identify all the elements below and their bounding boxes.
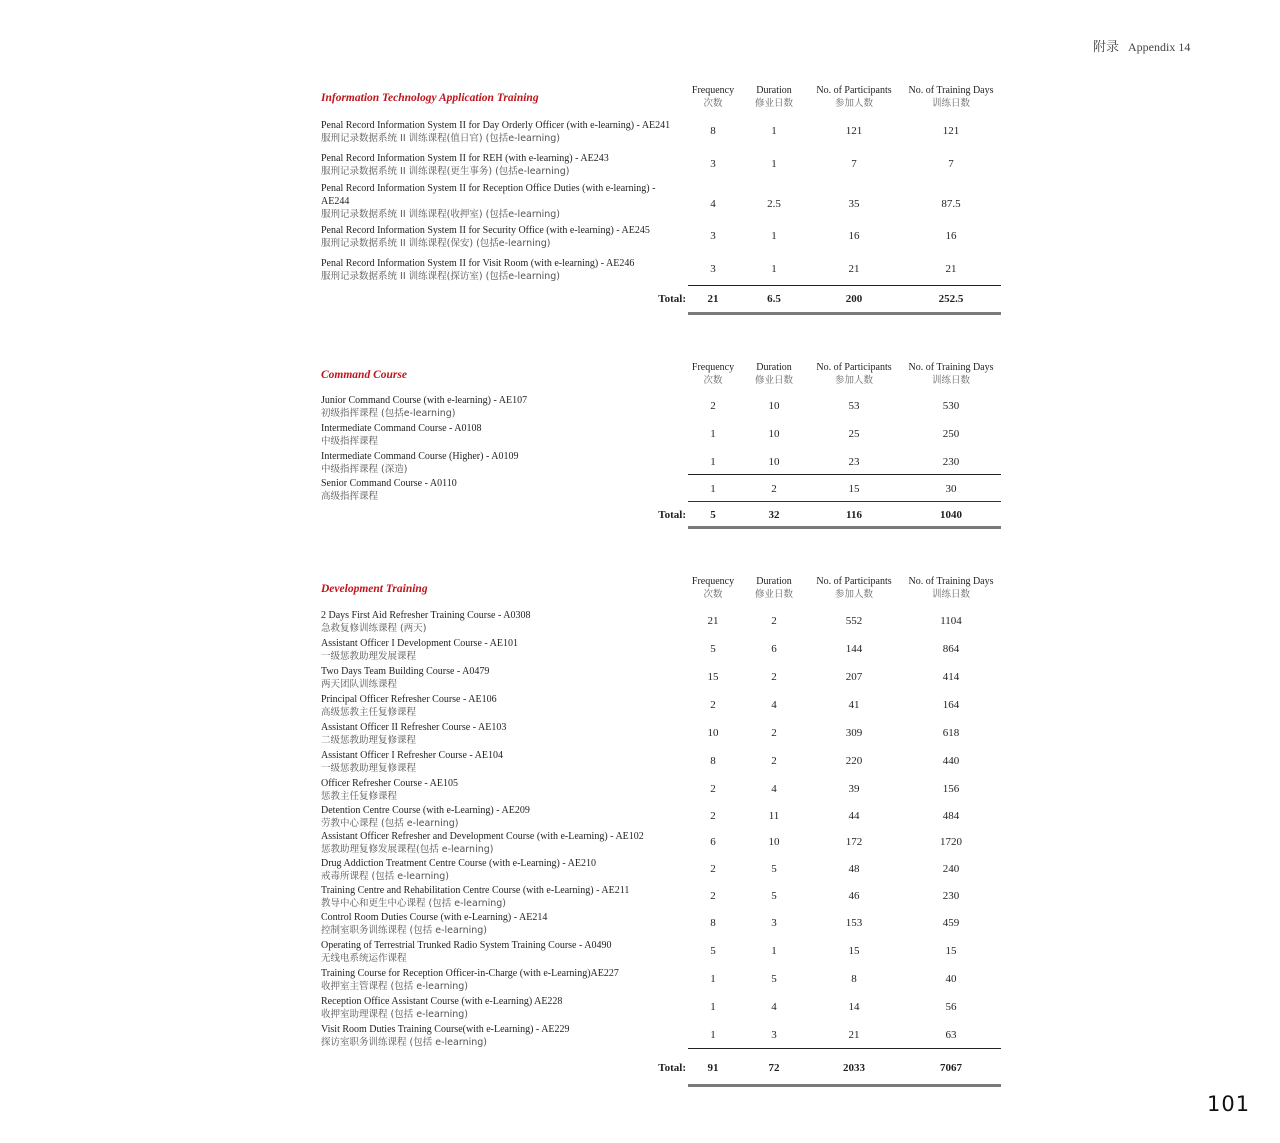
total-top-rule xyxy=(688,474,1001,475)
cell-frequency: 2 xyxy=(710,699,716,711)
course-name-cn: 收押室主管课程 (包括 e-learning) xyxy=(321,981,468,992)
course-name xyxy=(321,777,681,803)
column-header-participants xyxy=(809,84,899,110)
column-header-frequency xyxy=(688,575,738,601)
column-header-cn: 次数 xyxy=(703,375,723,386)
course-name-en: Assistant Officer II Refresher Course - AE103 xyxy=(321,722,507,733)
section-command-course xyxy=(321,361,1001,536)
course-name-en: Visit Room Duties Training Course(with e-Learning) - AE229 xyxy=(321,1024,570,1035)
cell-duration: 10 xyxy=(768,456,780,468)
total-top-rule xyxy=(688,1048,1001,1049)
cell-duration: 2 xyxy=(771,483,777,495)
course-name-cn: 控制室职务训练课程 (包括 e-learning) xyxy=(321,925,487,936)
cell-participants: 15 xyxy=(848,483,860,495)
cell-duration: 5 xyxy=(771,973,777,985)
cell-frequency: 1 xyxy=(710,1029,716,1041)
course-name-cn: 两天团队训练课程 xyxy=(321,679,398,690)
course-name xyxy=(321,257,681,283)
cell-days: 1720 xyxy=(940,836,962,848)
cell-days: 1104 xyxy=(940,615,962,627)
cell-participants: 14 xyxy=(848,1001,860,1013)
total-top-rule xyxy=(688,285,1001,286)
course-name-cn: 高级惩教主任复修课程 xyxy=(321,707,417,718)
course-name-cn: 中级指挥课程 (深造) xyxy=(321,464,408,475)
course-name-cn: 收押室助理课程 (包括 e-learning) xyxy=(321,1009,468,1020)
cell-frequency: 2 xyxy=(710,863,716,875)
cell-duration: 4 xyxy=(771,1001,777,1013)
cell-duration: 1 xyxy=(771,263,777,275)
cell-days: 156 xyxy=(942,783,960,795)
column-header-cn: 参加人数 xyxy=(834,98,873,109)
cell-duration: 10 xyxy=(768,400,780,412)
cell-days: 250 xyxy=(942,428,960,440)
page-number: 101 xyxy=(1207,1092,1251,1116)
course-name xyxy=(321,665,681,691)
course-name xyxy=(321,967,681,993)
course-name xyxy=(321,721,681,747)
course-name-cn: 一级惩教助理复修课程 xyxy=(321,763,417,774)
total-duration: 32 xyxy=(768,509,780,521)
course-name-en: Penal Record Information System II for Reception Office Duties (with e-learning) - xyxy=(321,183,656,194)
cell-frequency: 2 xyxy=(710,783,716,795)
cell-frequency: 10 xyxy=(707,727,719,739)
header-appendix-en: Appendix 14 xyxy=(1128,40,1191,54)
cell-participants: 44 xyxy=(848,810,860,822)
course-name-en: Penal Record Information System II for Day Orderly Officer (with e-learning) - AE241 xyxy=(321,120,671,131)
column-header-en: Frequency xyxy=(691,362,735,373)
cell-participants: 552 xyxy=(845,615,863,627)
cell-frequency: 1 xyxy=(710,456,716,468)
column-header-en: No. of Participants xyxy=(816,576,892,587)
column-header-frequency xyxy=(688,84,738,110)
course-name-cn: 服刑记录数据系统 II 训练课程(更生事务) (包括e-learning) xyxy=(321,166,570,177)
cell-frequency: 5 xyxy=(710,643,716,655)
cell-duration: 1 xyxy=(771,230,777,242)
cell-duration: 2 xyxy=(771,671,777,683)
cell-duration: 2 xyxy=(771,755,777,767)
column-header-cn: 修业日数 xyxy=(754,98,793,109)
column-header-days xyxy=(901,575,1001,601)
cell-participants: 23 xyxy=(848,456,860,468)
header-appendix-cn: 附录 xyxy=(1093,40,1120,55)
course-name-cn: 服刑记录数据系统 II 训练课程(值日官) (包括e-learning) xyxy=(321,133,561,144)
cell-days: 240 xyxy=(942,863,960,875)
column-header-days xyxy=(901,361,1001,387)
column-header-en: No. of Training Days xyxy=(908,85,994,96)
cell-duration: 2 xyxy=(771,727,777,739)
column-header-duration xyxy=(749,575,799,601)
course-name-en: Officer Refresher Course - AE105 xyxy=(321,778,458,789)
cell-days: 230 xyxy=(942,890,960,902)
course-name xyxy=(321,119,681,145)
cell-days: 530 xyxy=(942,400,960,412)
course-name xyxy=(321,152,681,178)
total-label: Total: xyxy=(658,293,686,305)
total-mid-rule xyxy=(688,501,1001,502)
cell-frequency: 1 xyxy=(710,973,716,985)
course-name xyxy=(321,804,681,830)
column-header-en: No. of Training Days xyxy=(908,576,994,587)
course-name-en: Assistant Officer Refresher and Development Course (with e-Learning) - AE102 xyxy=(321,831,644,842)
cell-participants: 153 xyxy=(845,917,863,929)
course-name-en-cont: AE244 xyxy=(321,196,350,207)
cell-participants: 53 xyxy=(848,400,860,412)
cell-participants: 121 xyxy=(845,125,863,137)
course-name-cn: 二级惩教助理复修课程 xyxy=(321,735,417,746)
course-name-cn: 初级指挥课程 (包括e-learning) xyxy=(321,408,456,419)
column-header-participants xyxy=(809,361,899,387)
cell-frequency: 8 xyxy=(710,755,716,767)
total-participants: 200 xyxy=(845,293,863,305)
course-name-cn: 服刑记录数据系统 II 训练课程(探访室) (包括e-learning) xyxy=(321,271,561,282)
course-name-cn: 高级指挥课程 xyxy=(321,491,379,502)
cell-days: 440 xyxy=(942,755,960,767)
cell-duration: 5 xyxy=(771,863,777,875)
column-header-duration xyxy=(749,361,799,387)
cell-frequency: 3 xyxy=(710,230,716,242)
course-name-en: Control Room Duties Course (with e-Learning) - AE214 xyxy=(321,912,548,923)
course-name xyxy=(321,182,681,221)
total-frequency: 5 xyxy=(710,509,716,521)
column-header-frequency xyxy=(688,361,738,387)
course-name-en: Reception Office Assistant Course (with e-Learning) AE228 xyxy=(321,996,563,1007)
cell-participants: 7 xyxy=(851,158,857,170)
cell-days: 459 xyxy=(942,917,960,929)
course-name-en: Training Centre and Rehabilitation Centre Course (with e-Learning) - AE211 xyxy=(321,885,630,896)
total-days: 252.5 xyxy=(938,293,964,305)
cell-days: 864 xyxy=(942,643,960,655)
column-header-cn: 修业日数 xyxy=(754,589,793,600)
course-name xyxy=(321,422,681,448)
column-header-en: Duration xyxy=(756,85,792,96)
cell-frequency: 2 xyxy=(710,890,716,902)
column-header-en: No. of Participants xyxy=(816,85,892,96)
cell-duration: 6 xyxy=(771,643,777,655)
total-participants: 116 xyxy=(846,509,862,521)
column-header-en: No. of Participants xyxy=(816,362,892,373)
cell-participants: 172 xyxy=(845,836,863,848)
section-title: Command Course xyxy=(321,369,407,381)
total-duration: 72 xyxy=(768,1062,780,1074)
column-header-cn: 训练日数 xyxy=(931,98,970,109)
course-name-cn: 服刑记录数据系统 II 训练课程(保安) (包括e-learning) xyxy=(321,238,551,249)
column-header-en: Frequency xyxy=(691,576,735,587)
cell-frequency: 1 xyxy=(710,1001,716,1013)
course-name-en: Drug Addiction Treatment Centre Course (with e-Learning) - AE210 xyxy=(321,858,596,869)
course-name xyxy=(321,637,681,663)
course-name xyxy=(321,224,681,250)
cell-participants: 25 xyxy=(848,428,860,440)
cell-participants: 39 xyxy=(848,783,860,795)
cell-days: 30 xyxy=(945,483,957,495)
section-it-application-training xyxy=(321,84,1001,319)
cell-frequency: 3 xyxy=(710,158,716,170)
cell-frequency: 1 xyxy=(710,483,716,495)
cell-days: 230 xyxy=(942,456,960,468)
section-title: Development Training xyxy=(321,583,428,595)
column-header-cn: 修业日数 xyxy=(754,375,793,386)
cell-days: 121 xyxy=(942,125,960,137)
total-duration: 6.5 xyxy=(767,293,781,305)
cell-frequency: 1 xyxy=(710,428,716,440)
cell-days: 164 xyxy=(942,699,960,711)
cell-days: 40 xyxy=(945,973,957,985)
cell-participants: 21 xyxy=(848,1029,860,1041)
cell-days: 15 xyxy=(945,945,957,957)
cell-frequency: 6 xyxy=(710,836,716,848)
column-header-en: Frequency xyxy=(691,85,735,96)
course-name-en: Penal Record Information System II for Visit Room (with e-learning) - AE246 xyxy=(321,258,635,269)
total-days: 7067 xyxy=(940,1062,962,1074)
cell-participants: 144 xyxy=(845,643,863,655)
column-header-days xyxy=(901,84,1001,110)
cell-participants: 41 xyxy=(848,699,860,711)
cell-days: 484 xyxy=(942,810,960,822)
cell-duration: 10 xyxy=(768,836,780,848)
cell-duration: 2.5 xyxy=(767,198,781,210)
course-name xyxy=(321,693,681,719)
cell-participants: 8 xyxy=(851,973,857,985)
total-bottom-rule xyxy=(688,312,1001,315)
section-title: Information Technology Application Training xyxy=(321,92,539,104)
total-frequency: 91 xyxy=(707,1062,719,1074)
cell-duration: 2 xyxy=(771,615,777,627)
course-name-en: Senior Command Course - A0110 xyxy=(321,478,457,489)
cell-frequency: 15 xyxy=(707,671,719,683)
cell-participants: 309 xyxy=(845,727,863,739)
cell-days: 63 xyxy=(945,1029,957,1041)
cell-participants: 35 xyxy=(848,198,860,210)
column-header-en: Duration xyxy=(756,576,792,587)
course-name-en: Assistant Officer I Development Course - AE101 xyxy=(321,638,518,649)
cell-days: 87.5 xyxy=(941,198,961,210)
total-bottom-rule xyxy=(688,526,1001,529)
cell-days: 414 xyxy=(942,671,960,683)
cell-duration: 4 xyxy=(771,783,777,795)
course-name xyxy=(321,939,681,965)
column-header-cn: 次数 xyxy=(703,589,723,600)
course-name xyxy=(321,450,681,476)
course-name xyxy=(321,884,681,910)
column-header-cn: 次数 xyxy=(703,98,723,109)
course-name xyxy=(321,857,681,883)
course-name-en: Penal Record Information System II for REH (with e-learning) - AE243 xyxy=(321,153,609,164)
course-name xyxy=(321,394,681,420)
cell-duration: 5 xyxy=(771,890,777,902)
total-label: Total: xyxy=(658,509,686,521)
page-header xyxy=(1093,36,1190,55)
cell-days: 7 xyxy=(948,158,954,170)
course-name-cn: 戒毒所课程 (包括 e-learning) xyxy=(321,871,449,882)
course-name-en: Detention Centre Course (with e-Learning) - AE209 xyxy=(321,805,530,816)
course-name-cn: 惩教主任复修课程 xyxy=(321,791,398,802)
course-name-en: 2 Days First Aid Refresher Training Course - A0308 xyxy=(321,610,531,621)
column-header-cn: 参加人数 xyxy=(834,375,873,386)
cell-days: 21 xyxy=(945,263,957,275)
cell-participants: 220 xyxy=(845,755,863,767)
column-header-duration xyxy=(749,84,799,110)
course-name xyxy=(321,1023,681,1049)
course-name-en: Assistant Officer I Refresher Course - AE104 xyxy=(321,750,503,761)
cell-frequency: 8 xyxy=(710,125,716,137)
course-name-en: Intermediate Command Course (Higher) - A0109 xyxy=(321,451,519,462)
cell-duration: 1 xyxy=(771,125,777,137)
course-name-en: Penal Record Information System II for Security Office (with e-learning) - AE245 xyxy=(321,225,650,236)
course-name-en: Two Days Team Building Course - A0479 xyxy=(321,666,490,677)
column-header-cn: 训练日数 xyxy=(931,375,970,386)
column-header-cn: 训练日数 xyxy=(931,589,970,600)
section-development-training xyxy=(321,575,1001,1095)
cell-participants: 15 xyxy=(848,945,860,957)
cell-participants: 207 xyxy=(845,671,863,683)
course-name-cn: 教导中心和更生中心课程 (包括 e-learning) xyxy=(321,898,506,909)
course-name-cn: 中级指挥课程 xyxy=(321,436,379,447)
course-name-cn: 无线电系统运作课程 xyxy=(321,953,407,964)
cell-days: 16 xyxy=(945,230,957,242)
total-bottom-rule xyxy=(688,1084,1001,1087)
course-name-cn: 一级惩教助理发展课程 xyxy=(321,651,417,662)
course-name xyxy=(321,995,681,1021)
course-name-en: Principal Officer Refresher Course - AE106 xyxy=(321,694,497,705)
course-name xyxy=(321,609,681,635)
cell-frequency: 4 xyxy=(710,198,716,210)
cell-days: 618 xyxy=(942,727,960,739)
cell-participants: 48 xyxy=(848,863,860,875)
course-name xyxy=(321,911,681,937)
cell-duration: 10 xyxy=(768,428,780,440)
cell-frequency: 2 xyxy=(710,810,716,822)
cell-frequency: 3 xyxy=(710,263,716,275)
total-participants: 2033 xyxy=(843,1062,865,1074)
cell-duration: 3 xyxy=(771,1029,777,1041)
course-name-en: Operating of Terrestrial Trunked Radio System Training Course - A0490 xyxy=(321,940,612,951)
total-label: Total: xyxy=(658,1062,686,1074)
total-frequency: 21 xyxy=(707,293,719,305)
course-name-en: Training Course for Reception Officer-in-Charge (with e-Learning)AE227 xyxy=(321,968,619,979)
cell-duration: 4 xyxy=(771,699,777,711)
course-name-cn: 惩教助理复修发展课程(包括 e-learning) xyxy=(321,844,494,855)
cell-participants: 46 xyxy=(848,890,860,902)
cell-frequency: 2 xyxy=(710,400,716,412)
cell-frequency: 5 xyxy=(710,945,716,957)
course-name xyxy=(321,749,681,775)
course-name-cn: 探访室职务训练课程 (包括 e-learning) xyxy=(321,1037,487,1048)
cell-duration: 3 xyxy=(771,917,777,929)
column-header-participants xyxy=(809,575,899,601)
cell-duration: 1 xyxy=(771,158,777,170)
cell-participants: 21 xyxy=(848,263,860,275)
course-name-en: Intermediate Command Course - A0108 xyxy=(321,423,482,434)
column-header-en: No. of Training Days xyxy=(908,362,994,373)
course-name-cn: 劳教中心课程 (包括 e-learning) xyxy=(321,818,459,829)
course-name-cn: 服刑记录数据系统 II 训练课程(收押室) (包括e-learning) xyxy=(321,209,561,220)
cell-participants: 16 xyxy=(848,230,860,242)
cell-days: 56 xyxy=(945,1001,957,1013)
column-header-cn: 参加人数 xyxy=(834,589,873,600)
column-header-en: Duration xyxy=(756,362,792,373)
cell-frequency: 21 xyxy=(707,615,719,627)
course-name-en: Junior Command Course (with e-learning) - AE107 xyxy=(321,395,528,406)
cell-duration: 1 xyxy=(771,945,777,957)
cell-frequency: 8 xyxy=(710,917,716,929)
cell-duration: 11 xyxy=(768,810,780,822)
course-name xyxy=(321,477,681,503)
course-name-cn: 急救复修训练课程 (两天) xyxy=(321,623,427,634)
total-days: 1040 xyxy=(940,509,962,521)
course-name xyxy=(321,830,681,856)
